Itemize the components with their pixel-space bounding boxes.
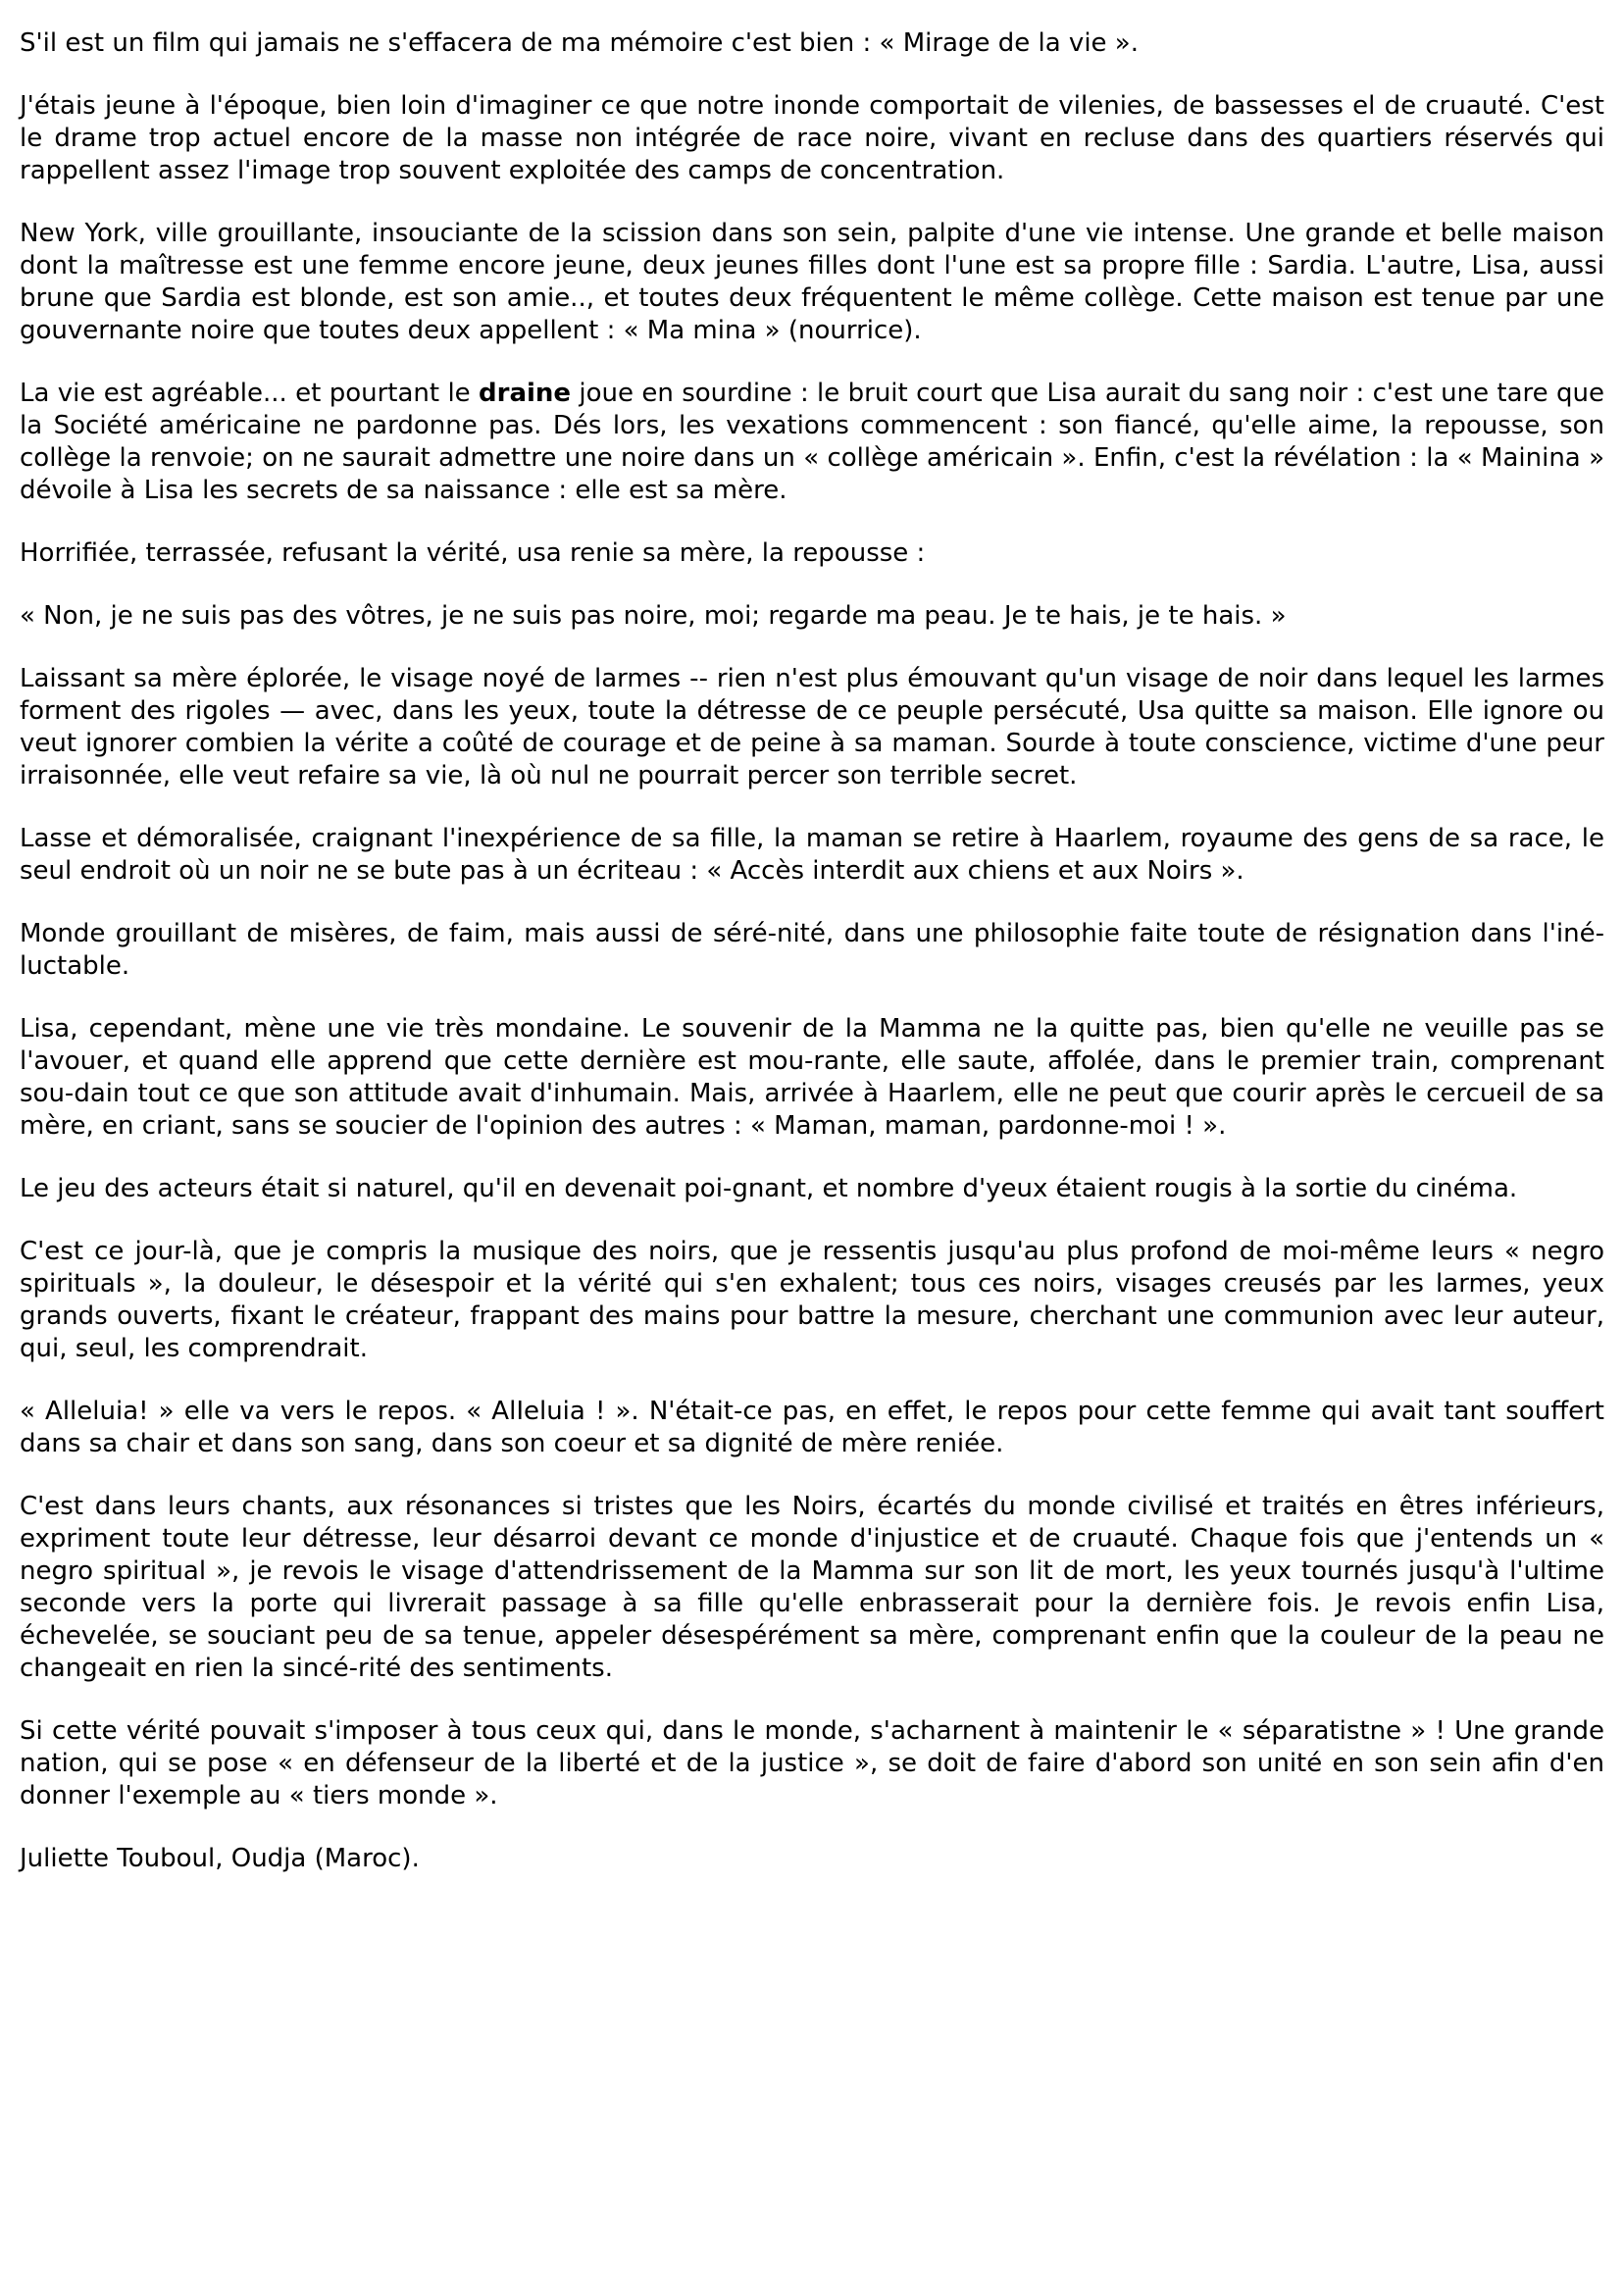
paragraph-drama-start: La vie est agréable... et pourtant le xyxy=(20,379,480,408)
paragraph-drama-bold: draine xyxy=(479,379,572,408)
paragraph-new-york: New York, ville grouillante, insouciante de la scission dans son sein, palpite d'une vie intense. Une grande et belle maison dont la maîtresse est une femme encore jeune, deux jeunes filles dont l'une est sa propre fille : Sardia. L'autre, Lisa, aussi brune que Sardia est blonde, est son amie.., et toutes deux fréquentent le même collège. Cette maison est tenue par une gouvernante noire que toutes deux appellent : « Ma mina » (nourrice). xyxy=(20,219,1604,345)
paragraph-horrified: Horrifiée, terrassée, refusant la vérité, usa renie sa mère, la repousse : xyxy=(20,538,926,568)
paragraph-alleluia: « Alleluia! » elle va vers le repos. « AlIeluia ! ». N'était-ce pas, en effet, le repos pour cette femme qui avait tant souffert dans sa chair et dans son sang, dans son coeur et sa dignité de mère reniée. xyxy=(20,1397,1604,1458)
paragraph-drama xyxy=(20,378,1604,507)
document-page xyxy=(20,27,1604,1906)
paragraph-haarlem: Lasse et démoralisée, craignant l'inexpérience de sa fille, la maman se retire à Haarlem, royaume des gens de sa race, le seul endroit où un noir ne se bute pas à un écriteau : « Accès interdit aux chiens et aux Noirs ». xyxy=(20,824,1604,886)
signature: Juliette Touboul, Oudja (Maroc). xyxy=(20,1844,420,1873)
paragraph-youth: J'étais jeune à l'époque, bien loin d'imaginer ce que notre inonde comportait de vilenies, de bassesses el de cruauté. C'est le drame trop actuel encore de la masse non intégrée de race noire, vivant en recluse dans des quartiers réservés qui rappellent assez l'image trop souvent exploitée des camps de concentration. xyxy=(20,91,1604,185)
paragraph-music: C'est ce jour-là, que je compris la musique des noirs, que je ressentis jusqu'au plus profond de moi-même leurs « negro spirituals », la douleur, le désespoir et la vérité qui s'en exhalent; tous ces noirs, visages creusés par les larmes, yeux grands ouverts, fixant le créateur, frappant des mains pour battre la mesure, cherchant une communion avec leur auteur, qui, seul, les comprendrait. xyxy=(20,1237,1604,1363)
paragraph-leaving: Laissant sa mère éplorée, le visage noyé de larmes -- rien n'est plus émouvant qu'un visage de noir dans lequel les larmes forment des rigoles — avec, dans les yeux, toute la détresse de ce peuple persécuté, Usa quitte sa maison. Elle ignore ou veut ignorer combien la vérite a coûté de courage et de peine à sa maman. Sourde à toute conscience, victime d'une peur irraisonnée, elle veut refaire sa vie, là où nul ne pourrait percer son terrible secret. xyxy=(20,664,1604,790)
paragraph-intro: S'il est un film qui jamais ne s'effacera de ma mémoire c'est bien : « Mirage de la vie ». xyxy=(20,28,1139,58)
paragraph-lisa: Lisa, cependant, mène une vie très mondaine. Le souvenir de la Mamma ne la quitte pas, bien qu'elle ne veuille pas se l'avouer, et quand elle apprend que cette dernière est mou-rante, elle saute, affolée, dans le premier train, comprenant sou-dain tout ce que son attitude avait d'inhumain. Mais, arrivée à Haarlem, elle ne peut que courir après le cercueil de sa mère, en criant, sans se soucier de l'opinion des autres : « Maman, maman, pardonne-moi ! ». xyxy=(20,1014,1604,1141)
paragraph-chants: C'est dans leurs chants, aux résonances si tristes que les Noirs, écartés du monde civilisé et traités en êtres inférieurs, expriment toute leur détresse, leur désarroi devant ce monde d'injustice et de cruauté. Chaque fois que j'entends un « negro spiritual », je revois le visage d'attendrissement de la Mamma sur son lit de mort, les yeux tournés jusqu'à l'ultime seconde vers la porte qui livrerait passage à sa fille qu'elle enbrasserait pour la dernière fois. Je revois enfin Lisa, échevelée, se souciant peu de sa tenue, appeler désespérément sa mère, comprenant enfin que la couleur de la peau ne changeait en rien la sincé-rité des sentiments. xyxy=(20,1492,1604,1683)
paragraph-drama-end: joue en sourdine : le bruit court que Lisa aurait du sang noir : c'est une tare que la Société américaine ne pardonne pas. Dés lors, les vexations commencent : son fiancé, qu'elle aime, la repousse, son collège la renvoie; on ne saurait admettre une noire dans un « collège américain ». Enfin, c'est la révélation : la « Mainina » dévoile à Lisa les secrets de sa naissance : elle est sa mère. xyxy=(20,379,1604,505)
paragraph-quote: « Non, je ne suis pas des vôtres, je ne suis pas noire, moi; regarde ma peau. Je te hais, je te hais. » xyxy=(20,601,1287,631)
paragraph-truth: Si cette vérité pouvait s'imposer à tous ceux qui, dans le monde, s'acharnent à maintenir le « séparatistne » ! Une grande nation, qui se pose « en défenseur de la liberté et de la justice », se doit de faire d'abord son unité en son sein afin d'en donner l'exemple au « tiers monde ». xyxy=(20,1716,1604,1810)
paragraph-actors: Le jeu des acteurs était si naturel, qu'il en devenait poi-gnant, et nombre d'yeux étaient rougis à la sortie du cinéma. xyxy=(20,1174,1518,1203)
paragraph-misery: Monde grouillant de misères, de faim, mais aussi de séré-nité, dans une philosophie faite toute de résignation dans l'iné-luctable. xyxy=(20,919,1604,981)
